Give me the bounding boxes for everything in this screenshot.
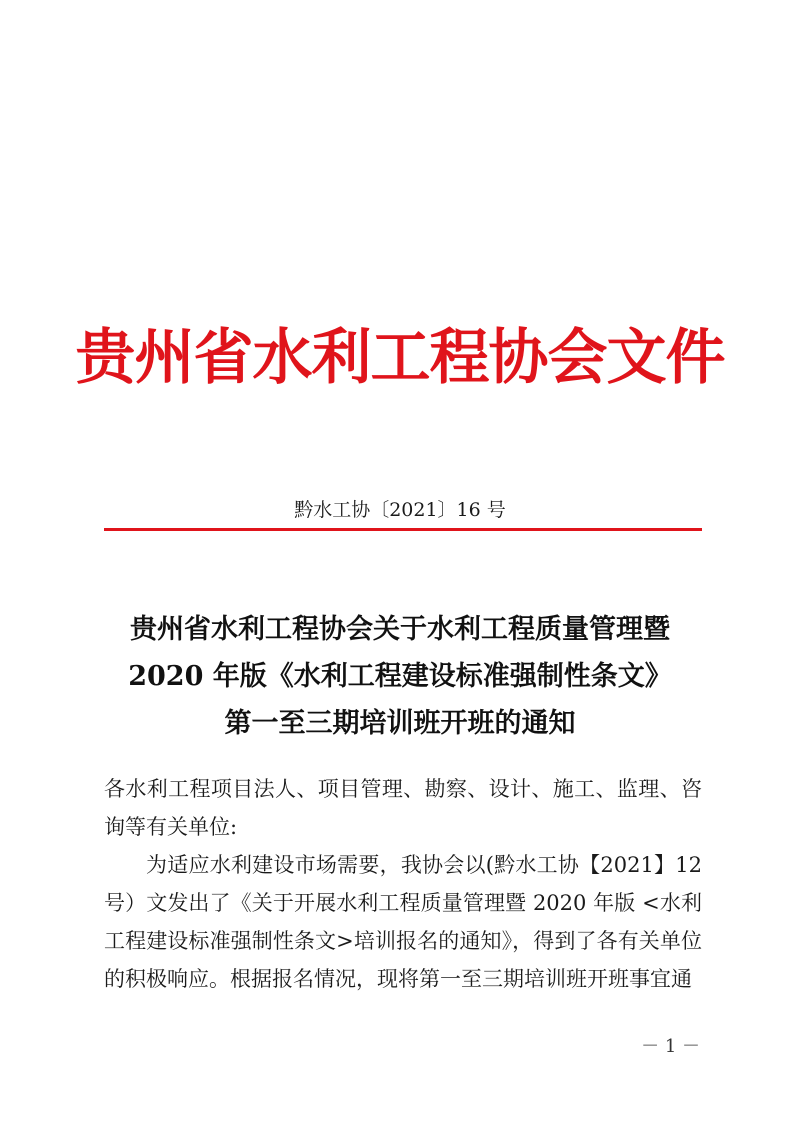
notice-title-line-1: 贵州省水利工程协会关于水利工程质量管理暨 bbox=[130, 614, 670, 645]
notice-title-line-3: 第一至三期培训班开班的通知 bbox=[224, 708, 576, 739]
notice-title-line-2: 2020 年版《水利工程建设标准强制性条文》 bbox=[128, 661, 672, 692]
page-number: － 1 － bbox=[641, 1036, 700, 1057]
notice-body bbox=[104, 770, 702, 998]
red-divider-line bbox=[104, 528, 702, 531]
document-number: 黔水工协〔2021〕16 号 bbox=[294, 499, 506, 521]
body-paragraph: 为适应水利建设市场需要，我协会以(黔水工协【2021】12 号）文发出了《关于开展水利工程质量管理暨 2020 年版 <水利工程建设标准强制性条文>培训报名的通知》，得到了各有关单位的积极响应。根据报名情况，现将第一至三期培训班开班事宜通 bbox=[104, 853, 702, 991]
salutation: 各水利工程项目法人、项目管理、勘察、设计、施工、监理、咨询等有关单位: bbox=[104, 777, 702, 839]
masthead-title: 贵州省水利工程协会文件 bbox=[75, 323, 725, 393]
notice-title bbox=[90, 606, 710, 747]
